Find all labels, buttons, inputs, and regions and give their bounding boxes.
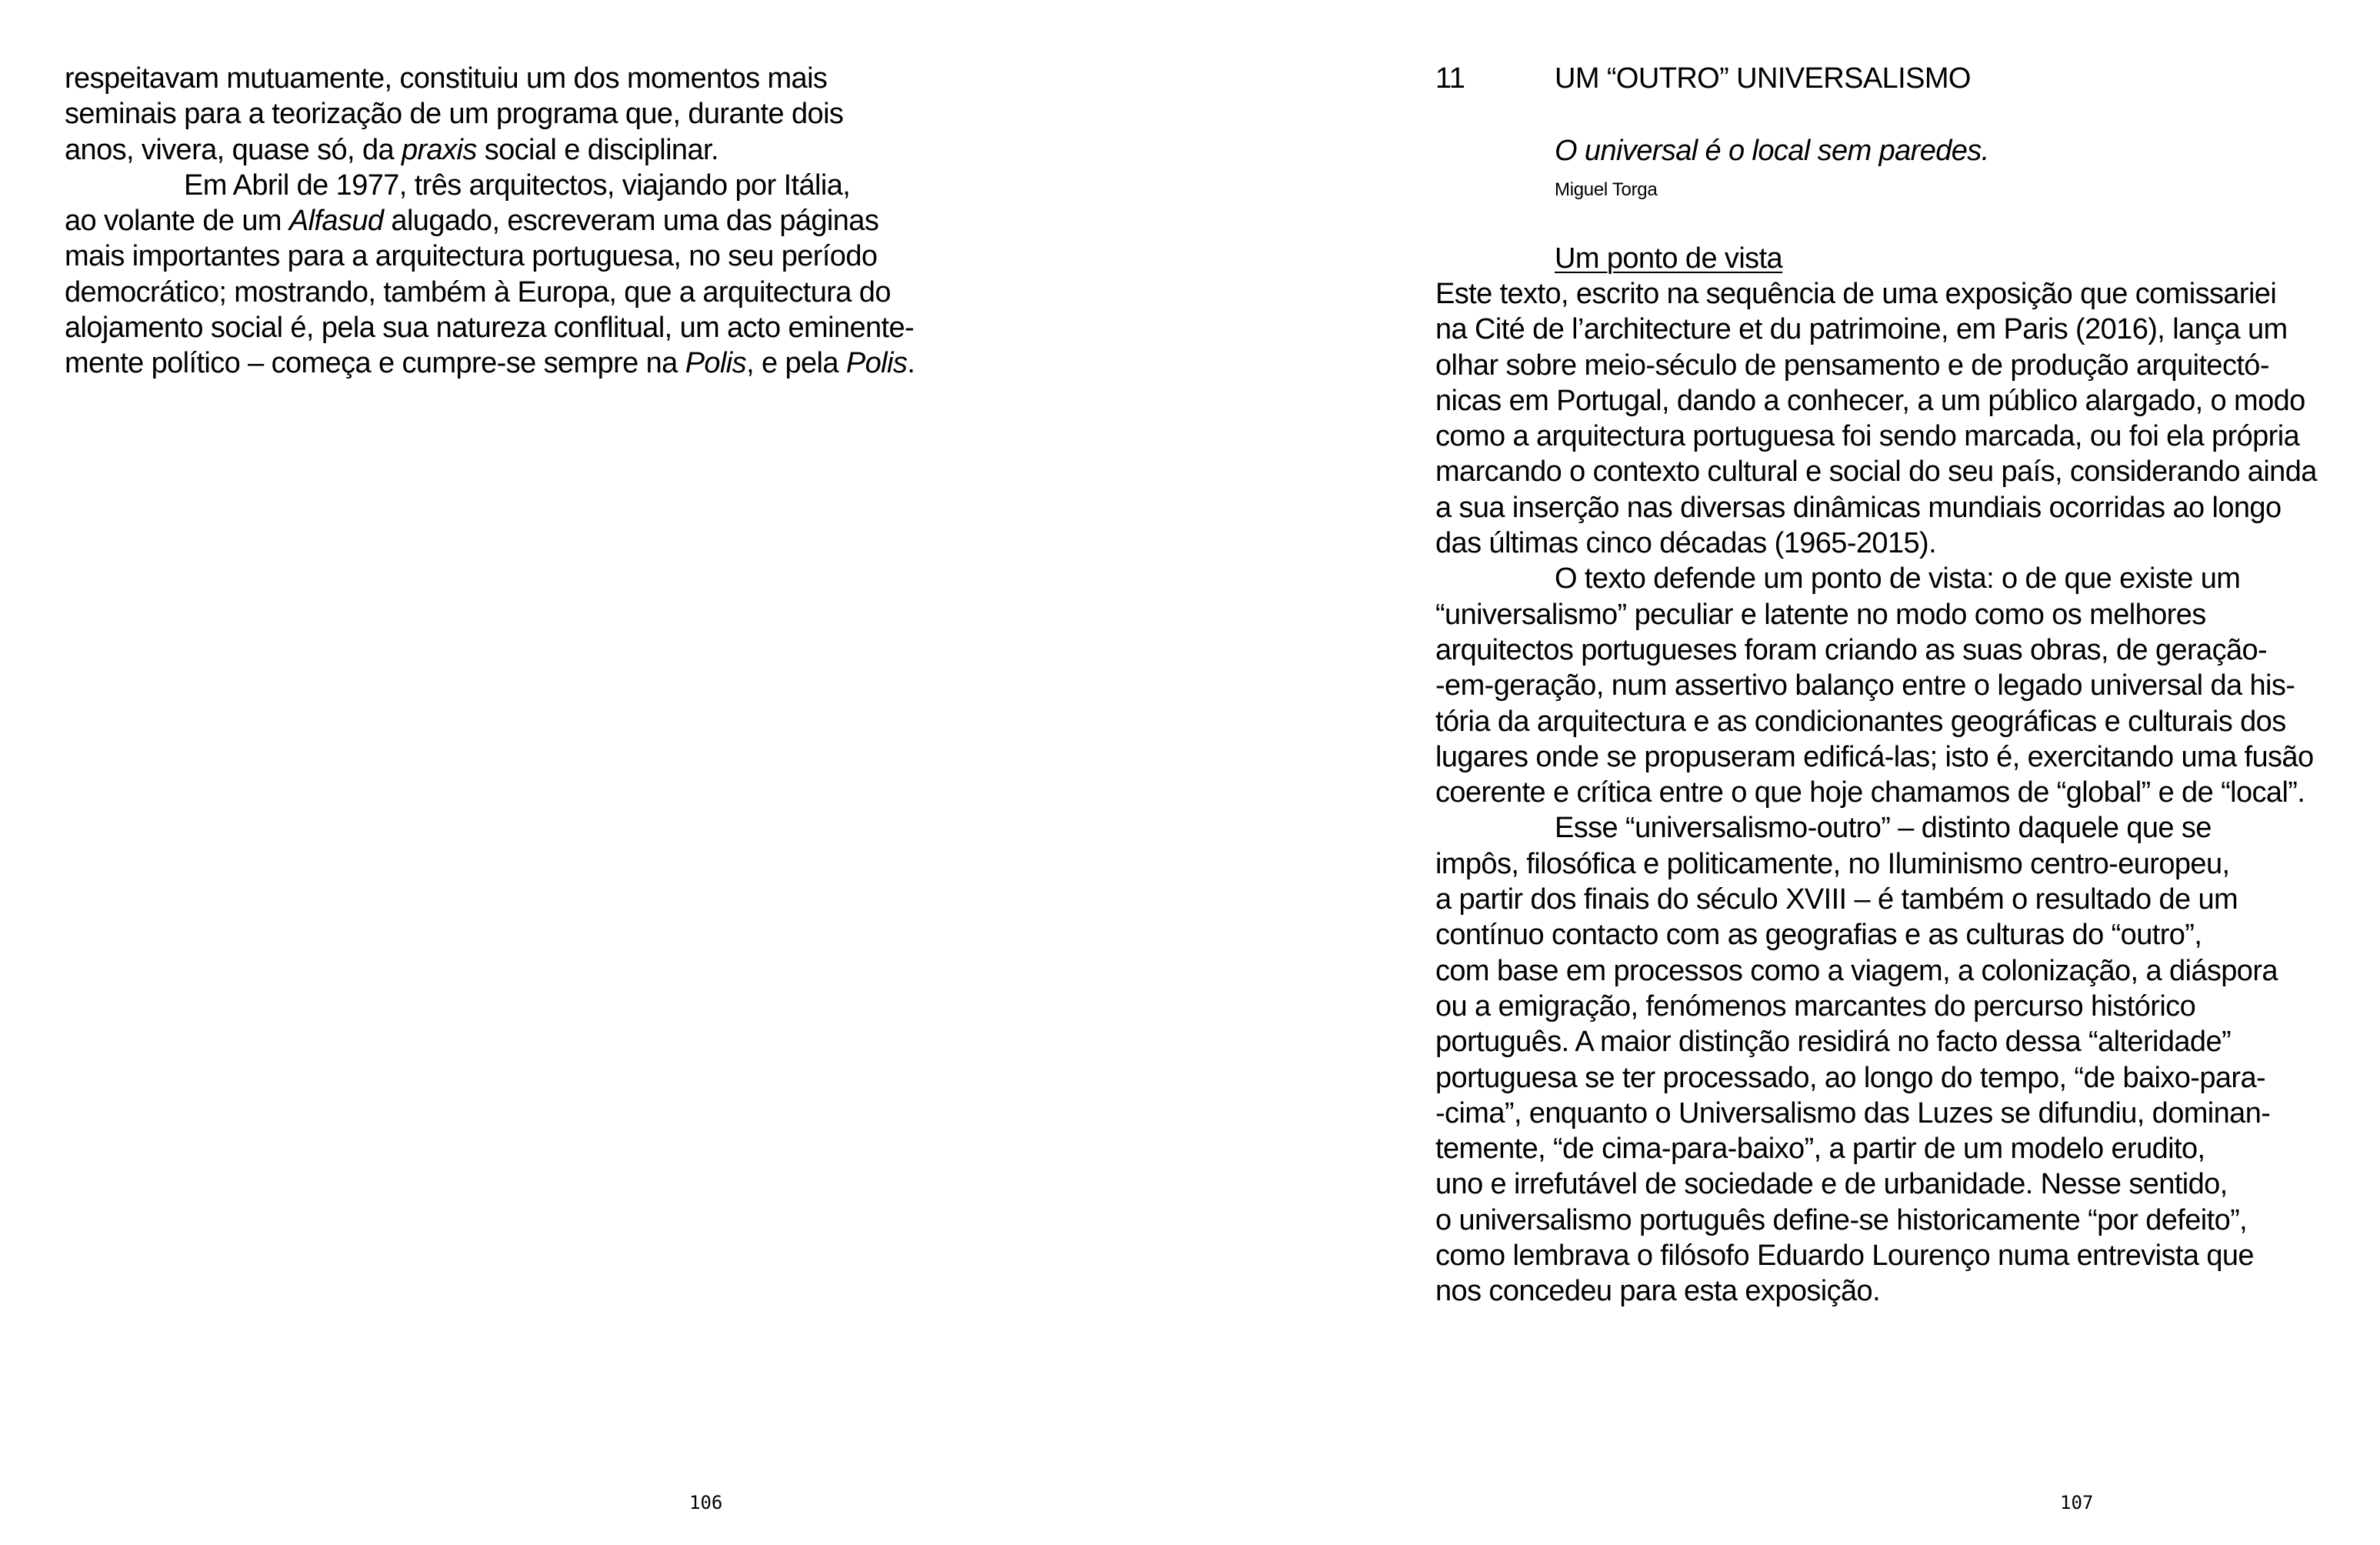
epigraph-author: Miguel Torga — [1555, 179, 1658, 200]
text-run: Em Abril de 1977, três arquitectos, viajando por Itália, — [184, 169, 851, 202]
text-run: alojamento social é, pela sua natureza conflitual, um acto eminente- — [65, 312, 915, 345]
text-run: olhar sobre meio-século de pensamento e de produção arquitectó- — [1435, 349, 2269, 382]
text-run: o universalismo português define-se historicamente “por defeito”, — [1435, 1203, 2248, 1236]
text-line — [1435, 1238, 2317, 1273]
text-run: , e pela — [746, 347, 846, 380]
text-line — [1435, 668, 2317, 703]
text-run: seminais para a teorização de um programa que, durante dois — [65, 98, 844, 131]
text-line — [65, 168, 915, 203]
text-run: social e disciplinar. — [476, 133, 718, 166]
text-run: a sua inserção nas diversas dinâmicas mundiais ocorridas ao longo — [1435, 491, 2282, 524]
text-line — [1435, 882, 2317, 917]
text-run: ao volante de um — [65, 205, 289, 238]
chapter-number: 11 — [1435, 62, 1465, 95]
text-line — [1435, 775, 2317, 810]
text-line — [1435, 810, 2317, 846]
text-line — [1435, 454, 2317, 489]
text-run: portuguesa se ter processado, ao longo do tempo, “de baixo-para- — [1435, 1061, 2266, 1094]
text-line — [1435, 1203, 2317, 1238]
text-run: tória da arquitectura e as condicionantes geográficas e culturais dos — [1435, 705, 2286, 738]
text-run: Esse “universalismo-outro” – distinto daquele que se — [1555, 812, 2212, 845]
text-run: alugado, escreveram uma das páginas — [383, 205, 879, 238]
page-number-right: 107 — [2060, 1492, 2094, 1513]
text-run: contínuo contacto com as geografias e as culturas do “outro”, — [1435, 919, 2202, 952]
page-number-left: 106 — [689, 1492, 723, 1513]
text-line — [1435, 276, 2317, 312]
text-line — [1435, 1131, 2317, 1166]
text-run: O texto defende um ponto de vista: o de que existe um — [1555, 562, 2241, 596]
text-line — [65, 239, 915, 274]
text-line — [65, 345, 915, 381]
text-run: impôs, filosófica e politicamente, no Iluminismo centro-europeu, — [1435, 847, 2230, 880]
text-run: . — [907, 347, 915, 380]
italic-text-run: Polis — [685, 347, 747, 380]
epigraph-quote: O universal é o local sem paredes. — [1555, 135, 1989, 167]
text-line — [1435, 383, 2317, 419]
text-line — [65, 61, 915, 96]
text-line — [1435, 1024, 2317, 1059]
text-line — [1435, 526, 2317, 561]
text-run: mais importantes para a arquitectura portuguesa, no seu período — [65, 240, 878, 273]
text-run: coerente e crítica entre o que hoje chamamos de “global” e de “local”. — [1435, 776, 2305, 809]
text-run: nos concedeu para esta exposição. — [1435, 1275, 1881, 1308]
text-line — [1435, 1166, 2317, 1202]
section-heading: Um ponto de vista — [1555, 242, 1783, 275]
text-line — [1435, 348, 2317, 383]
text-run: na Cité de l’architecture et du patrimoine, em Paris (2016), lança um — [1435, 313, 2288, 346]
text-line — [1435, 989, 2317, 1024]
text-line — [1435, 561, 2317, 596]
text-run: lugares onde se propuseram edificá-las; isto é, exercitando uma fusão — [1435, 740, 2314, 773]
text-line — [1435, 597, 2317, 632]
text-line — [1435, 917, 2317, 953]
text-run: respeitavam mutuamente, constituiu um dos momentos mais — [65, 62, 828, 95]
italic-text-run: Polis — [845, 347, 908, 380]
chapter-title: UM “OUTRO” UNIVERSALISMO — [1555, 62, 1971, 95]
text-run: -em-geração, num assertivo balanço entre o legado universal da his- — [1435, 669, 2295, 702]
text-run: com base em processos como a viagem, a colonização, a diáspora — [1435, 954, 2278, 987]
text-run: português. A maior distinção residirá no facto dessa “alteridade” — [1435, 1026, 2232, 1059]
text-run: das últimas cinco décadas (1965-2015). — [1435, 527, 1937, 560]
text-line — [1435, 632, 2317, 668]
text-run: ou a emigração, fenómenos marcantes do percurso histórico — [1435, 989, 2196, 1023]
text-line — [1435, 846, 2317, 882]
text-line — [1435, 1273, 2317, 1309]
right-page-body-text — [1435, 276, 2317, 1310]
text-run: uno e irrefutável de sociedade e de urbanidade. Nesse sentido, — [1435, 1168, 2228, 1201]
text-run: como a arquitectura portuguesa foi sendo marcada, ou foi ela própria — [1435, 420, 2300, 453]
text-run: temente, “de cima-para-baixo”, a partir de um modelo erudito, — [1435, 1133, 2205, 1166]
text-run: anos, vivera, quase só, da — [65, 133, 402, 166]
text-line — [1435, 419, 2317, 454]
italic-text-run: Alfasud — [288, 205, 384, 238]
left-page-body-text — [65, 61, 915, 382]
text-run: nicas em Portugal, dando a conhecer, a um público alargado, o modo — [1435, 384, 2305, 417]
italic-text-run: praxis — [401, 133, 477, 166]
text-run: arquitectos portugueses foram criando as suas obras, de geração- — [1435, 633, 2268, 666]
text-run: marcando o contexto cultural e social do seu país, considerando ainda — [1435, 455, 2317, 489]
text-run: “universalismo” peculiar e latente no modo como os melhores — [1435, 598, 2206, 631]
text-line — [65, 310, 915, 345]
text-run: a partir dos finais do século XVIII – é também o resultado de um — [1435, 883, 2238, 916]
text-run: -cima”, enquanto o Universalismo das Luzes se difundiu, dominan- — [1435, 1096, 2271, 1130]
text-line — [65, 275, 915, 310]
text-run: democrático; mostrando, também à Europa, que a arquitectura do — [65, 275, 891, 309]
text-line — [1435, 490, 2317, 526]
text-run: como lembrava o filósofo Eduardo Lourenço numa entrevista que — [1435, 1240, 2254, 1273]
text-line — [1435, 1060, 2317, 1096]
text-line — [65, 96, 915, 132]
text-line — [65, 203, 915, 239]
text-line — [1435, 1096, 2317, 1131]
text-run: mente político – começa e cumpre-se sempre na — [65, 347, 685, 380]
text-line — [1435, 704, 2317, 739]
text-run: Este texto, escrito na sequência de uma exposição que comissariei — [1435, 278, 2277, 310]
text-line — [1435, 312, 2317, 347]
text-line — [1435, 953, 2317, 989]
text-line — [1435, 739, 2317, 775]
text-line — [65, 132, 915, 168]
